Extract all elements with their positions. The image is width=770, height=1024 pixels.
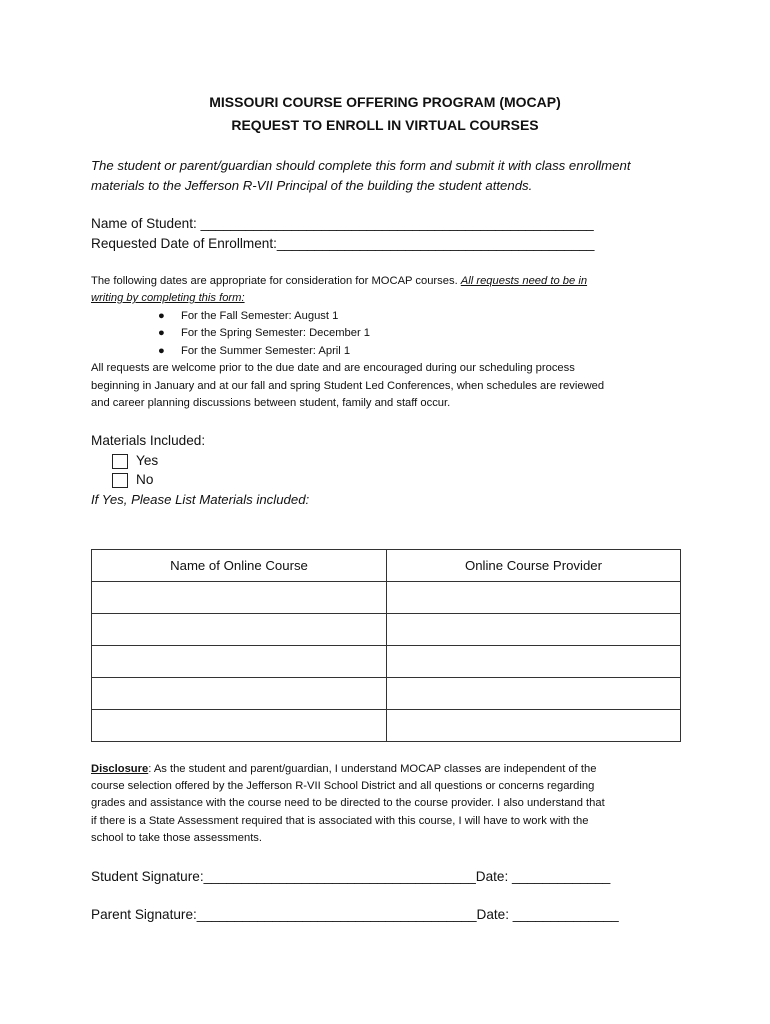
student-signature-field[interactable]: Student Signature:____________________________________Date: _____________ bbox=[91, 869, 611, 884]
bullet-icon: ● bbox=[158, 310, 165, 322]
course-provider-cell[interactable] bbox=[387, 646, 681, 678]
materials-no-label: No bbox=[136, 472, 154, 487]
course-provider-cell[interactable] bbox=[387, 614, 681, 646]
deadline-summer bbox=[158, 345, 350, 357]
dates-intro-emphasis-text: writing by completing this form: bbox=[91, 292, 245, 304]
column-header-course-provider: Online Course Provider bbox=[387, 550, 681, 582]
course-provider-cell[interactable] bbox=[387, 582, 681, 614]
deadline-summer-text: For the Summer Semester: April 1 bbox=[181, 345, 351, 357]
course-name-cell[interactable] bbox=[92, 646, 387, 678]
intro-line2: materials to the Jefferson R-VII Principal of the building the student attends. bbox=[91, 178, 533, 193]
disclosure-line1-text: : As the student and parent/guardian, I understand MOCAP classes are independent of the bbox=[148, 763, 597, 775]
dates-intro-text: The following dates are appropriate for consideration for MOCAP courses. bbox=[91, 275, 461, 287]
deadline-fall-text: For the Fall Semester: August 1 bbox=[181, 310, 339, 322]
disclosure-line5: school to take those assessments. bbox=[91, 832, 263, 844]
materials-no-checkbox[interactable] bbox=[112, 473, 128, 488]
disclosure-heading: Disclosure bbox=[91, 763, 149, 775]
materials-yes-checkbox[interactable] bbox=[112, 454, 128, 469]
course-name-cell[interactable] bbox=[92, 614, 387, 646]
disclosure-line3: grades and assistance with the course need to be directed to the course provider. I also understand that bbox=[91, 797, 605, 809]
table-row bbox=[92, 646, 681, 678]
disclosure-line4: if there is a State Assessment required that is associated with this course, I will have to work with the bbox=[91, 815, 589, 827]
form-title-line2: REQUEST TO ENROLL IN VIRTUAL COURSES bbox=[231, 117, 539, 133]
table-row bbox=[92, 710, 681, 742]
course-name-cell[interactable] bbox=[92, 582, 387, 614]
materials-if-yes: If Yes, Please List Materials included: bbox=[91, 492, 310, 507]
course-name-cell[interactable] bbox=[92, 678, 387, 710]
student-name-field[interactable]: Name of Student: ____________________________________________________ bbox=[91, 216, 594, 231]
form-title-line1: MISSOURI COURSE OFFERING PROGRAM (MOCAP) bbox=[209, 94, 561, 110]
intro-line1: The student or parent/guardian should complete this form and submit it with class enrollment bbox=[91, 158, 631, 173]
bullet-icon: ● bbox=[158, 345, 165, 357]
table-header-row bbox=[92, 550, 681, 582]
dates-intro-emphasis: All requests need to be in bbox=[460, 275, 588, 287]
deadline-spring-text: For the Spring Semester: December 1 bbox=[181, 327, 371, 339]
course-name-cell[interactable] bbox=[92, 710, 387, 742]
dates-note-line3: and career planning discussions between student, family and staff occur. bbox=[91, 397, 451, 409]
requested-date-field[interactable]: Requested Date of Enrollment:__________________________________________ bbox=[91, 236, 595, 251]
disclosure-line2: course selection offered by the Jefferson R-VII School District and all questions or concerns regarding bbox=[91, 780, 595, 792]
deadline-fall bbox=[158, 310, 338, 322]
dates-intro bbox=[91, 275, 587, 287]
online-course-table bbox=[91, 549, 681, 742]
disclosure-line1 bbox=[91, 763, 596, 775]
materials-yes-label: Yes bbox=[136, 453, 159, 468]
dates-intro-emphasis-2 bbox=[91, 292, 245, 304]
dates-note-line2: beginning in January and at our fall and spring Student Led Conferences, when schedules are reviewed bbox=[91, 380, 605, 392]
table-row bbox=[92, 614, 681, 646]
course-provider-cell[interactable] bbox=[387, 678, 681, 710]
dates-note-line1: All requests are welcome prior to the due date and are encouraged during our scheduling process bbox=[91, 362, 575, 374]
table-row bbox=[92, 678, 681, 710]
course-provider-cell[interactable] bbox=[387, 710, 681, 742]
column-header-course-name: Name of Online Course bbox=[92, 550, 387, 582]
deadline-spring bbox=[158, 327, 370, 339]
bullet-icon: ● bbox=[158, 327, 165, 339]
table-row bbox=[92, 582, 681, 614]
materials-label: Materials Included: bbox=[91, 433, 206, 448]
parent-signature-field[interactable]: Parent Signature:_____________________________________Date: ______________ bbox=[91, 907, 619, 922]
